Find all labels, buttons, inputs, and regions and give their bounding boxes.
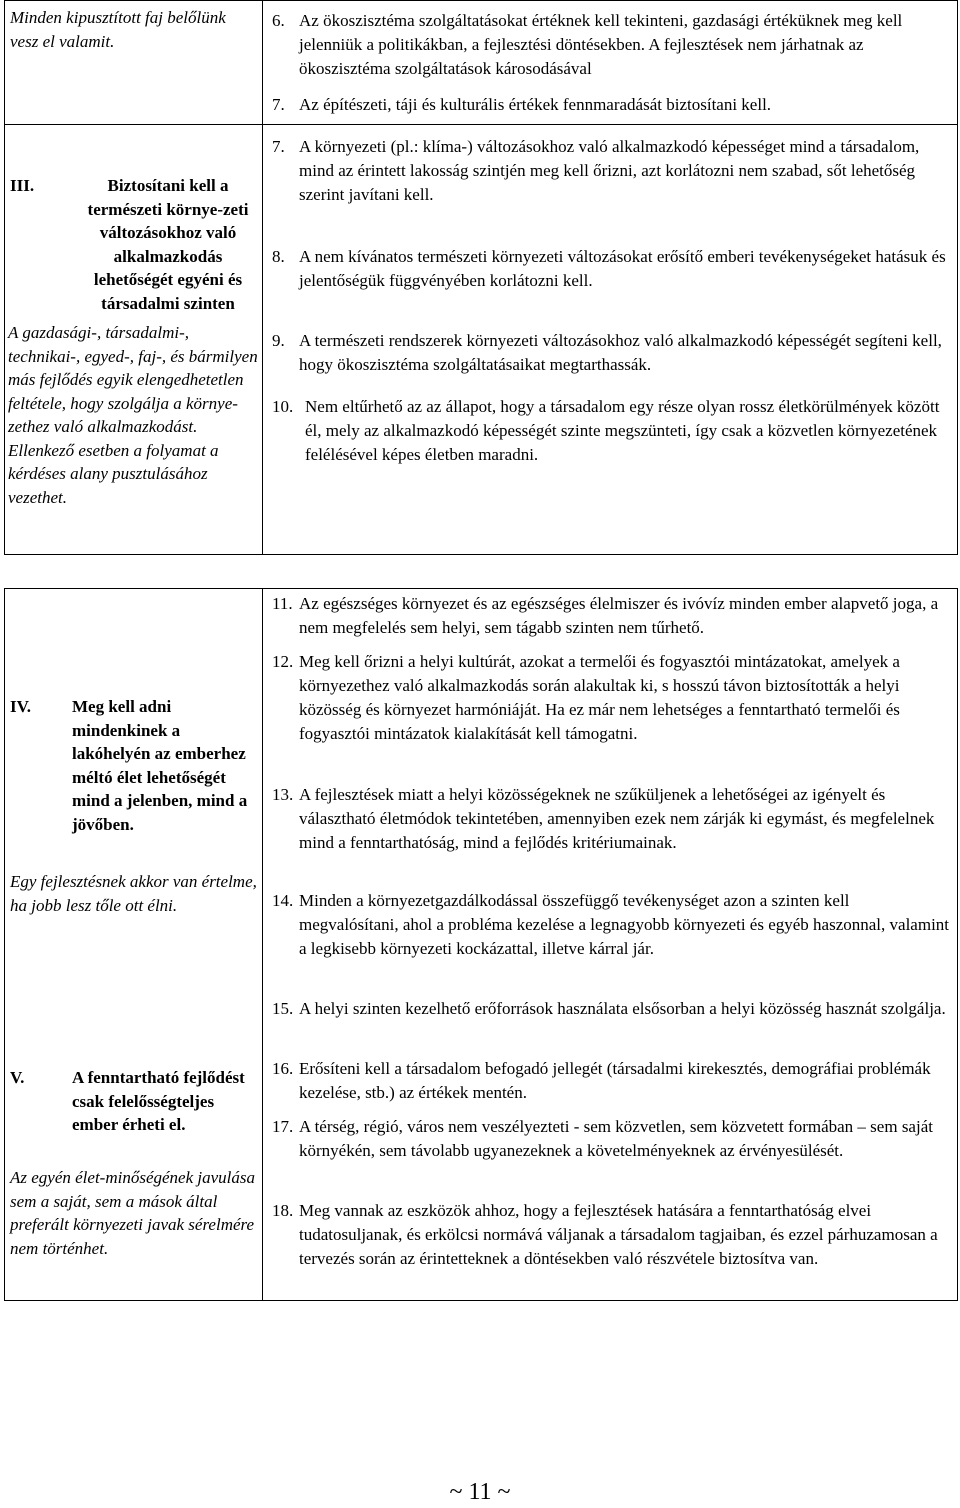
section-3-number: III.	[10, 176, 35, 195]
list-item	[272, 650, 952, 746]
list-item	[272, 135, 952, 207]
item-number: 7.	[272, 137, 285, 156]
section-4-title: Meg kell adni mindenkinek a lakóhelyén az emberhez méltó élet lehetőségét mind a jelenben, mind a jövőben.	[72, 697, 248, 834]
list-item	[272, 329, 952, 377]
item-text: A térség, régió, város nem veszélyezteti - sem közvetlen, sem közvetett formában – sem saját környékén, sem távolabb ugyanezeknek a követelményeknek az érvényesülését.	[299, 1117, 933, 1160]
section-3-text: A gazdasági-, társadalmi-, technikai-, egyed-, faj-, és bármilyen más fejlődés egyik elengedhetetlen feltétele, hogy szolgálja a környe-zethez való alkalmazkodást. Ellenkező esetben a folyamat a kérdéses alany pusztulásához vezethet.	[8, 323, 258, 507]
list-item	[272, 245, 952, 293]
list-item	[272, 783, 952, 855]
list-item	[272, 1057, 952, 1105]
table-bottom-border-top	[4, 554, 958, 555]
table-right-border-top	[957, 0, 958, 555]
list-item	[272, 997, 952, 1021]
item-text: A természeti rendszerek környezeti változásokhoz való alkalmazkodó képességét segíteni kell, hogy ökoszisztéma szolgáltatásaikat megtarthassák.	[299, 331, 942, 374]
section-5-text: Az egyén élet-minőségének javulása sem a saját, sem a mások által preferált környezeti javak sérelmére nem történhet.	[10, 1168, 255, 1258]
item-number: 18.	[272, 1201, 294, 1220]
table-left-border-top	[4, 0, 5, 555]
item-text: Meg vannak az eszközök ahhoz, hogy a fejlesztések hatására a fenntarthatóság elvei tudatosuljanak, és erkölcsi normává váljanak a társadalom tagjaiban, és ezzel párhuzamosan a tervezés során az érintetteknek a döntésekben való részvétele biztosítva van.	[299, 1201, 938, 1268]
item-text: Nem eltűrhető az az állapot, hogy a társadalom egy része olyan rossz életkörülmények között él, mely az alkalmazkodó képességét szinte megszünteti, így csak a közvetlen környezetének felélésével képes életben maradni.	[305, 397, 940, 464]
item-text: Erősíteni kell a társadalom befogadó jellegét (társadalmi kirekesztés, demográfiai problémák kezelése, stb.) az értékek mentén.	[299, 1059, 931, 1102]
item-number: 8.	[272, 247, 285, 266]
list-item	[272, 1115, 952, 1163]
top-item-6	[272, 9, 952, 81]
section-4-number: IV.	[10, 697, 31, 716]
item-number: 11.	[272, 594, 293, 613]
section-4-text: Egy fejlesztésnek akkor van értelme, ha jobb lesz tőle ott élni.	[10, 872, 257, 915]
row-divider	[4, 124, 958, 125]
item-number: 17.	[272, 1117, 294, 1136]
table2-left-border	[4, 588, 5, 1301]
item-text: Minden a környezetgazdálkodással összefüggő tevékenységet azon a szinten kell megvalósítani, ahol a probléma kezelése a legnagyobb környezeti és egyéb haszonnal, valamint a legkisebb környezeti kockázattal, illetve kárral jár.	[299, 891, 950, 958]
item-number: 7.	[272, 95, 285, 114]
item-text: Meg kell őrizni a helyi kultúrát, azokat a termelői és fogyasztói mintázatokat, amelyek a környezethez való alkalmazkodás során alakultak ki, s hosszú távon biztosították a helyi közösség és környezet harmóniáját. Ha ez már nem lehetséges a fenntartható termelői és fogyasztói mintázatok kialakítását kell támogatni.	[299, 652, 900, 743]
item-number: 6.	[272, 11, 285, 30]
item-number: 16.	[272, 1059, 294, 1078]
top-item-7	[272, 93, 952, 117]
list-item	[272, 592, 952, 640]
item-number: 12.	[272, 652, 294, 671]
item-text: Az egészséges környezet és az egészséges élelmiszer és ivóvíz minden ember alapvető joga, a nem megfelelés sem helyi, sem tágabb szinten nem tűrhető.	[299, 594, 939, 637]
table2-top-border	[4, 588, 958, 589]
item-number: 13.	[272, 785, 294, 804]
item-text: A helyi szinten kezelhető erőforrások használata elsősorban a helyi közösség hasznát szolgálja.	[299, 999, 946, 1018]
page-number: ~ 11 ~	[449, 1479, 511, 1505]
table2-right-border	[957, 588, 958, 1301]
section-5-title: A fenntartható fejlődést csak felelősségteljes ember érheti el.	[72, 1068, 245, 1134]
list-item	[272, 395, 952, 467]
item-text: Az építészeti, táji és kulturális értékek fennmaradását biztosítani kell.	[299, 95, 772, 114]
top-left-quote: Minden kipusztított faj belőlünk vesz el valamit.	[10, 8, 226, 51]
item-number: 9.	[272, 331, 285, 350]
item-number: 14.	[272, 891, 294, 910]
item-text: Az ökoszisztéma szolgáltatásokat értéknek kell tekinteni, gazdasági értéküknek meg kell jelenniük a politikákban, a fejlesztési döntésekben. A fejlesztések nem járhatnak az ökoszisztéma szolgáltatások károsodásával	[299, 11, 903, 78]
list-item	[272, 1199, 952, 1271]
list-item	[272, 889, 952, 961]
table2-middle-border	[262, 588, 263, 1301]
section-5-number: V.	[10, 1068, 25, 1087]
table2-bottom-border	[4, 1300, 958, 1301]
item-text: A környezeti (pl.: klíma-) változásokhoz való alkalmazkodó képességet mind a társadalom, mind az érintett lakosság szintjén meg kell őrizni, azt korlátozni nem szabad, sőt lehetőség szerint javítani kell.	[299, 137, 920, 204]
item-number: 10.	[272, 397, 294, 416]
item-text: A nem kívánatos természeti környezeti változásokat erősítő emberi tevékenységeket hatásuk és jelentőségük függvényében korlátozni kell.	[299, 247, 946, 290]
item-text: A fejlesztések miatt a helyi közösségeknek ne szűküljenek a lehetőségei az igényelt és választható életmódok tekintetében, amennyiben ezek nem zárják ki egymást, és megfelelnek mind a fenntarthatóság, mind a fejlődés kritériumainak.	[299, 785, 935, 852]
table-top-border	[4, 0, 958, 1]
section-3-title: Biztosítani kell a természeti környe-zeti változásokhoz való alkalmazkodás lehetőségét egyéni és társadalmi szinten	[87, 176, 249, 313]
item-number: 15.	[272, 999, 294, 1018]
